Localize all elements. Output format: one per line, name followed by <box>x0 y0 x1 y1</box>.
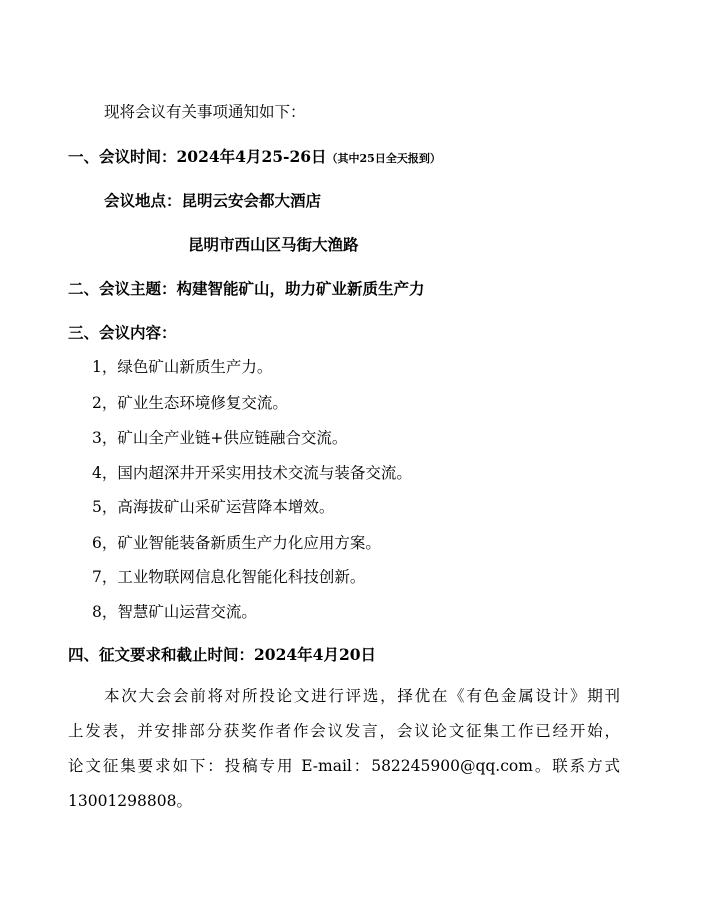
submission-deadline: 2024年4月20日 <box>254 645 377 664</box>
registration-note: （其中25日全天报到） <box>326 152 441 165</box>
venue-label: 会议地点： <box>104 191 182 210</box>
content-item: 6，矿业智能装备新质生产力化应用方案。 <box>92 534 381 552</box>
section-2-heading <box>68 279 425 299</box>
venue-name: 昆明云安会都大酒店 <box>181 191 322 210</box>
meeting-theme: 构建智能矿山，助力矿业新质生产力 <box>176 279 425 298</box>
section-3-heading: 三、会议内容： <box>68 323 177 342</box>
section-2-label: 二、会议主题： <box>68 279 177 298</box>
section-1-heading <box>68 147 441 169</box>
content-item: 2，矿业生态环境修复交流。 <box>92 394 288 412</box>
venue-line <box>104 191 321 211</box>
content-item: 4，国内超深井开采实用技术交流与装备交流。 <box>92 464 412 482</box>
paragraph-line: 本次大会会前将对所投论文进行评选，择优在《有色金属设计》期刊 <box>104 687 620 705</box>
content-item: 8，智慧矿山运营交流。 <box>92 603 257 621</box>
section-1-label: 一、会议时间： <box>68 147 177 166</box>
venue-address: 昆明市西山区马街大渔路 <box>188 235 359 254</box>
paragraph-line: 上发表，并安排部分获奖作者作会议发言，会议论文征集工作已经开始， <box>68 722 620 740</box>
content-item: 5，高海拔矿山采矿运营降本增效。 <box>92 498 335 516</box>
content-item: 1，绿色矿山新质生产力。 <box>92 358 273 376</box>
contact-phone: 13001298808。 <box>68 792 192 810</box>
intro-text: 现将会议有关事项通知如下： <box>104 103 306 121</box>
paragraph-line: 论文征集要求如下：投稿专用 E-mail：582245900@qq.com。联系方式 <box>68 757 620 775</box>
content-item: 7，工业物联网信息化智能化科技创新。 <box>92 568 366 586</box>
section-4-heading <box>68 645 376 665</box>
section-4-label: 四、征文要求和截止时间： <box>68 645 255 664</box>
meeting-date: 2024年4月25-26日 <box>176 147 327 166</box>
content-item: 3，矿山全产业链+供应链融合交流。 <box>92 429 348 447</box>
